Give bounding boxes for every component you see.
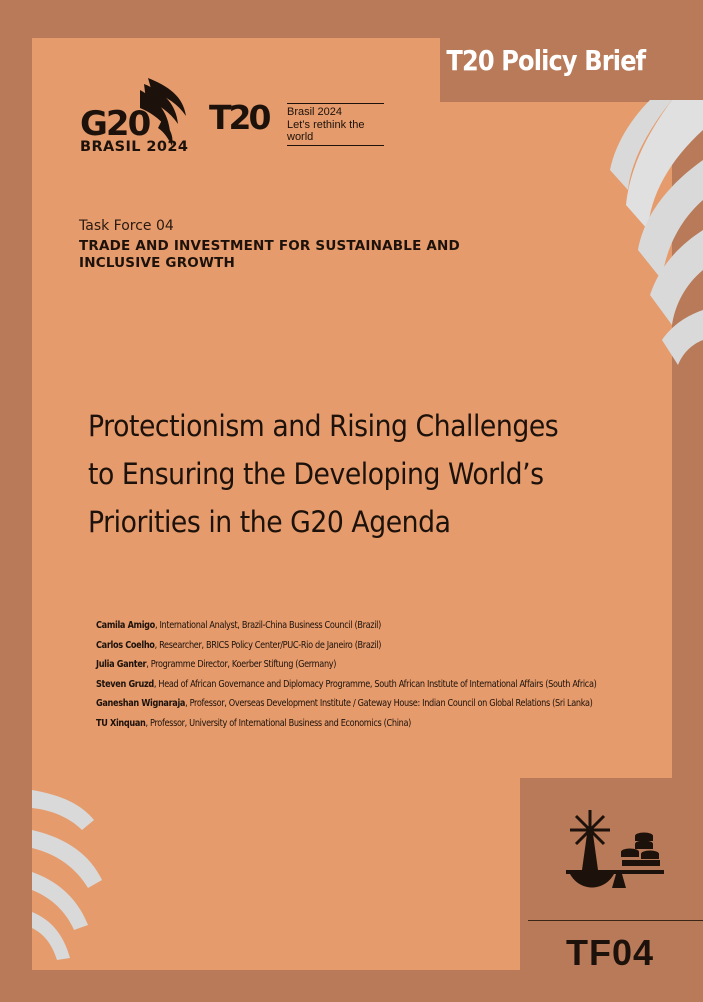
author-list (96, 616, 656, 733)
author-name: Julia Ganter (96, 659, 147, 670)
title-line-3: Priorities in the G20 Agenda (88, 505, 451, 539)
divider (287, 145, 384, 146)
author-name: Carlos Coelho (96, 639, 155, 651)
author-name: Ganeshan Wignaraja (96, 698, 186, 709)
title-line-2: to Ensuring the Developing World’s (88, 457, 544, 491)
task-force-label: Task Force 04 (79, 218, 174, 234)
author-name: TU Xinquan (96, 717, 146, 729)
author-detail: , Professor, Overseas Development Institute / Gateway House: Indian Council on Global Relations (Sri Lanka) (185, 698, 593, 709)
author-detail: , International Analyst, Brazil-China Business Council (Brazil) (154, 620, 381, 631)
windmill-coins-scale-icon (560, 808, 668, 894)
divider (287, 103, 384, 104)
title-line-1: Protectionism and Rising Challenges (88, 409, 559, 443)
curved-stripes-icon (590, 100, 703, 370)
g20-wordmark: G20 (80, 104, 150, 144)
task-force-title-line-1: TRADE AND INVESTMENT FOR SUSTAINABLE AND (79, 238, 460, 254)
task-force-title (79, 238, 519, 272)
author-item (96, 655, 578, 675)
author-item (96, 675, 597, 695)
t20-wordmark: T20 (209, 98, 269, 137)
author-detail: , Programme Director, Koerber Stiftung (Germany) (146, 659, 337, 670)
brief-label-block (440, 0, 703, 102)
author-detail: , Head of African Governance and Diplomacy Programme, South African Institute of International Affairs (South Africa) (153, 678, 597, 690)
t20-tagline (287, 103, 384, 146)
t20-line-1: Brasil 2024 (287, 106, 343, 118)
g20-subtitle: BRASIL 2024 (80, 139, 189, 155)
author-item (96, 714, 578, 734)
author-item (96, 616, 578, 636)
task-force-code: TF04 (566, 932, 655, 973)
divider (528, 920, 703, 921)
author-name: Steven Gruzd (96, 678, 154, 690)
author-item (96, 694, 593, 714)
curved-stripes-icon (32, 790, 112, 972)
author-item (96, 636, 578, 656)
t20-line-2: Let’s rethink the world (287, 119, 365, 143)
author-detail: , Professor, University of International Business and Economics (China) (145, 717, 411, 729)
page-title (88, 402, 603, 546)
brief-label: T20 Policy Brief (446, 44, 645, 77)
author-name: Camila Amigo (96, 620, 155, 631)
task-force-title-line-2: INCLUSIVE GROWTH (79, 255, 235, 271)
author-detail: , Researcher, BRICS Policy Center/PUC-Rio de Janeiro (Brazil) (154, 639, 382, 651)
